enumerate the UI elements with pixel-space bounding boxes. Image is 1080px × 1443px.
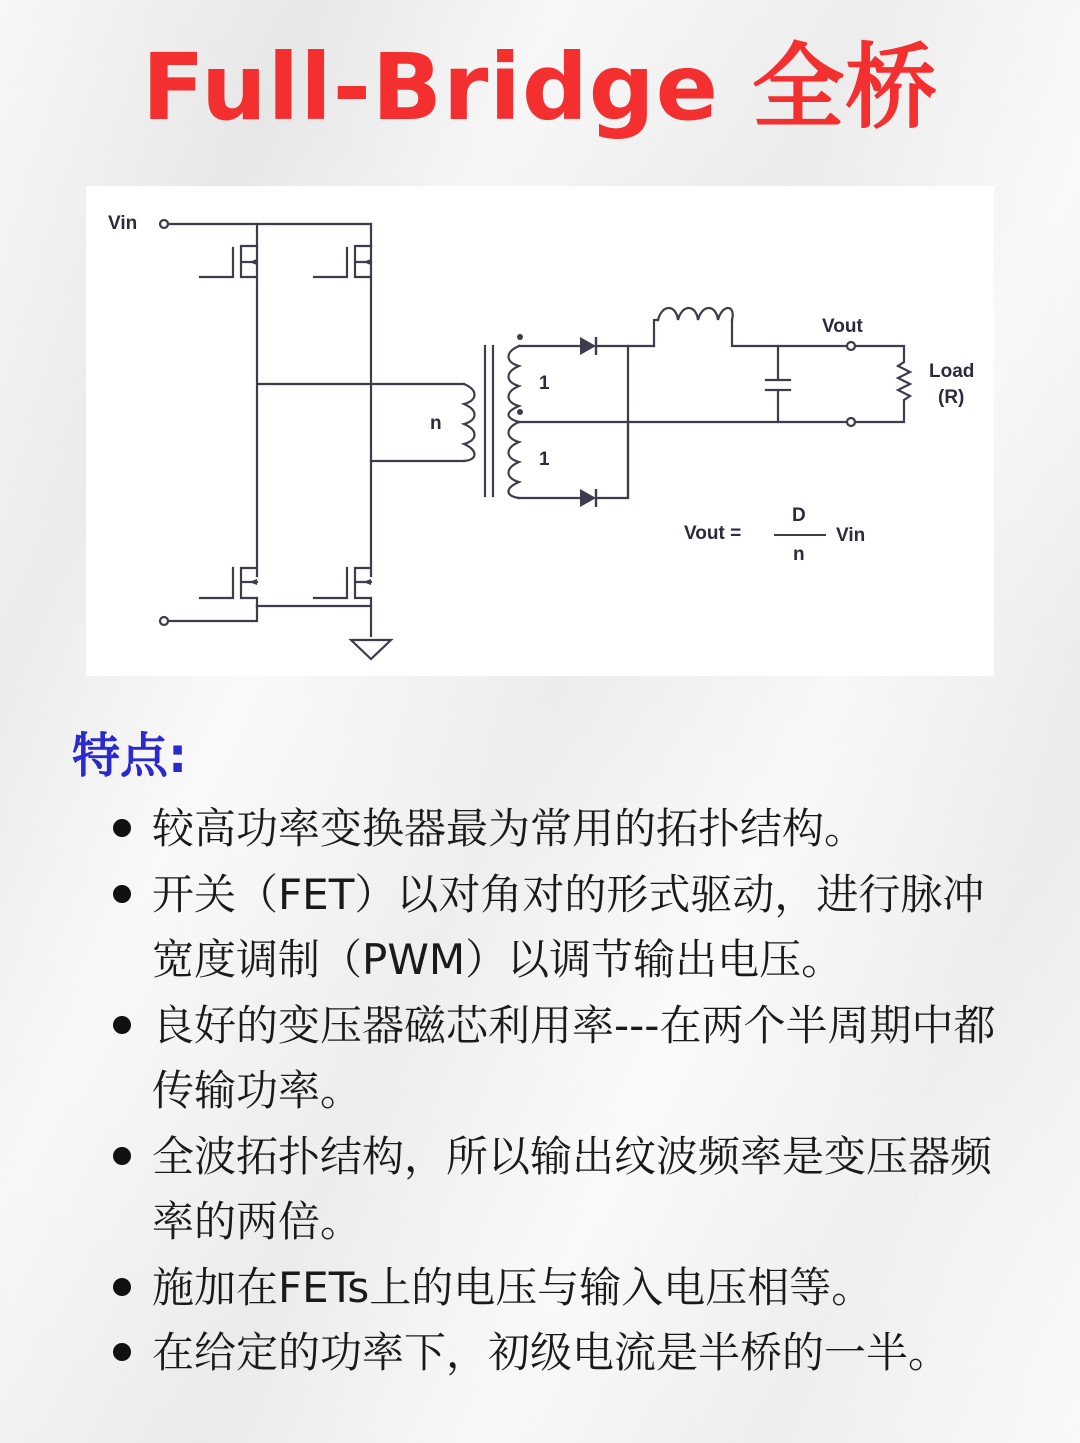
bridge-legs	[257, 246, 371, 576]
vout-label: Vout	[822, 316, 863, 337]
bullet-icon	[113, 1278, 131, 1296]
vin-label: Vin	[108, 213, 138, 234]
formula-denominator: n	[793, 544, 805, 565]
bullet-icon	[113, 819, 131, 837]
list-item: 良好的变压器磁芯利用率---在两个半周期中都传输功率。	[110, 993, 1010, 1124]
formula-rhs: Vin	[836, 525, 866, 546]
transformer-secondary	[509, 346, 852, 498]
features-list	[110, 796, 1010, 1386]
bullet-icon	[113, 1016, 131, 1034]
bullet-icon	[113, 1343, 131, 1361]
bullet-icon	[113, 885, 131, 903]
turns-ratio-label: n	[430, 413, 442, 434]
fet-lower-left	[200, 568, 257, 606]
list-item: 全波拓扑结构，所以输出纹波频率是变压器频率的两倍。	[110, 1124, 1010, 1255]
formula-numerator: D	[792, 505, 806, 526]
features-heading: 特点:	[72, 728, 188, 784]
list-item: 施加在FETs上的电压与输入电压相等。	[110, 1255, 1010, 1321]
secondary-top-turns-label: 1	[539, 373, 550, 394]
list-item: 开关（FET）以对角对的形式驱动，进行脉冲宽度调制（PWM）以调节输出电压。	[110, 862, 1010, 993]
fet-upper-right	[314, 246, 371, 277]
list-item: 在给定的功率下，初级电流是半桥的一半。	[110, 1320, 1010, 1386]
vin-rail	[160, 220, 371, 246]
transformer-primary	[371, 384, 475, 461]
fet-lower-right	[314, 568, 371, 636]
output-load	[847, 342, 910, 426]
full-bridge-circuit-diagram	[86, 186, 994, 676]
formula-lhs: Vout =	[684, 523, 742, 544]
bullet-icon	[113, 1147, 131, 1165]
transformer-core	[485, 346, 493, 496]
fet-upper-left	[200, 246, 257, 277]
ground-rail	[160, 606, 391, 659]
load-label: Load	[929, 361, 975, 382]
list-item: 较高功率变换器最为常用的拓扑结构。	[110, 796, 1010, 862]
load-r-label: (R)	[938, 387, 965, 408]
page-title: Full-Bridge 全桥	[141, 34, 939, 141]
secondary-bottom-turns-label: 1	[539, 449, 550, 470]
output-capacitor	[766, 346, 790, 422]
fet-arrows	[249, 259, 371, 585]
